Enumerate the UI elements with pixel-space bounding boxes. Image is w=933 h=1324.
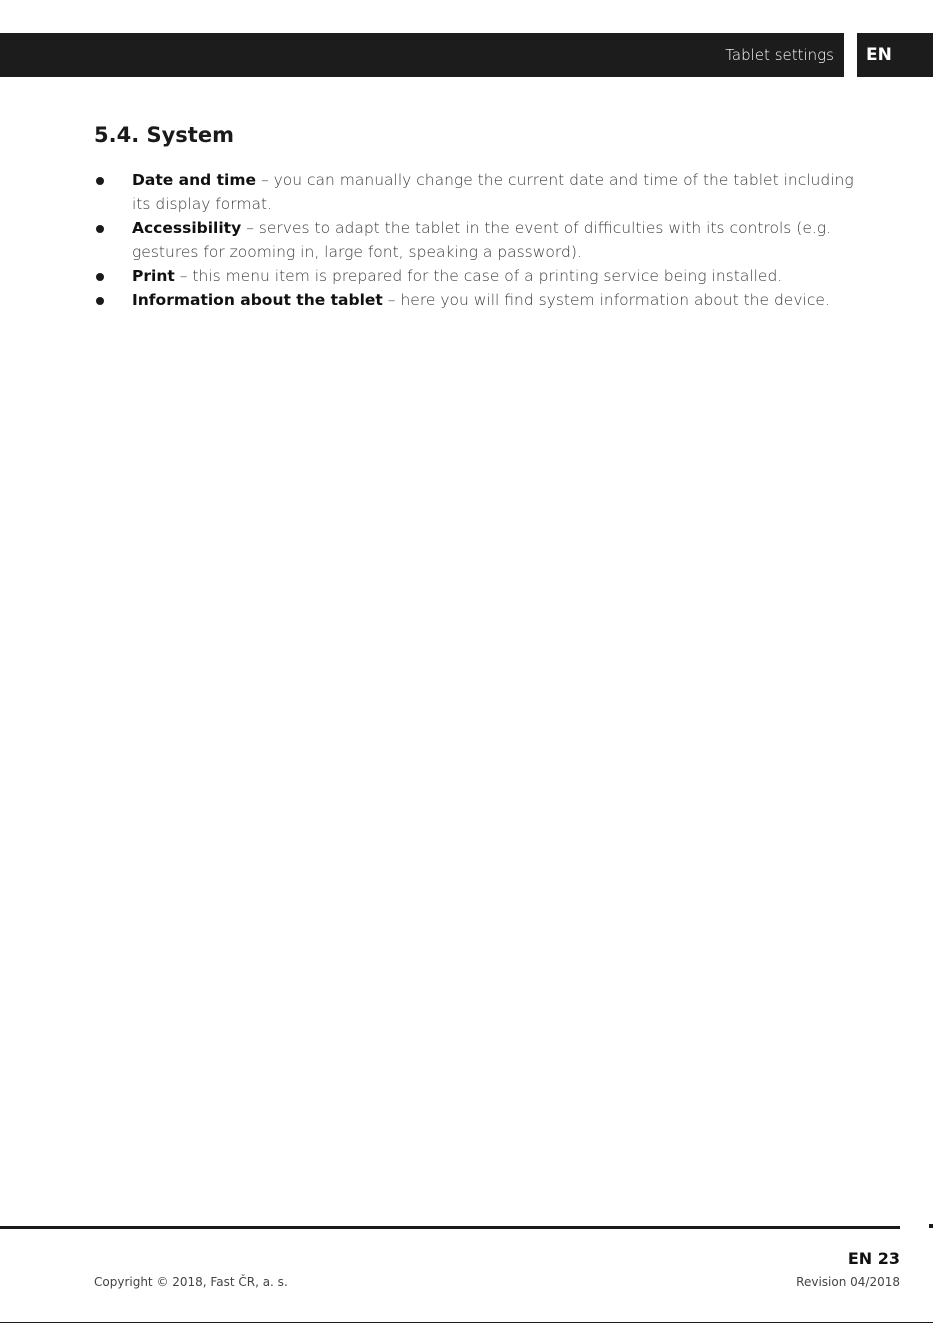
bullet-icon	[96, 273, 104, 281]
footer-tick-mark	[929, 1224, 933, 1228]
list-item-information-about-tablet	[94, 288, 854, 312]
item-term: Date and time	[132, 171, 257, 189]
item-text: – serves to adapt the tablet in the event of difficulties with its controls (e.g. gestures for zooming in, large font, speaking a password).	[132, 219, 832, 261]
bottom-divider	[0, 1322, 933, 1323]
language-label: EN	[866, 45, 892, 65]
item-term: Accessibility	[132, 219, 242, 237]
list-item-accessibility	[94, 216, 854, 264]
header-section-title: Tablet settings	[725, 46, 834, 64]
section-title: 5.4. System	[94, 123, 234, 147]
bullet-icon	[96, 225, 104, 233]
header-bar	[0, 33, 844, 77]
item-text: – this menu item is prepared for the case of a printing service being installed.	[174, 267, 783, 285]
item-term: Information about the tablet	[132, 291, 383, 309]
item-term: Print	[132, 267, 175, 285]
list-item-date-and-time	[94, 168, 854, 216]
system-items-list	[94, 168, 854, 312]
language-badge	[857, 33, 933, 77]
item-text: – you can manually change the current date and time of the tablet including its display format.	[132, 171, 854, 213]
page-number: EN 23	[847, 1249, 900, 1268]
list-item-print	[94, 264, 854, 288]
revision-label: Revision 04/2018	[796, 1275, 900, 1289]
bullet-icon	[96, 297, 104, 305]
footer-divider	[0, 1226, 900, 1229]
item-text: – here you will find system information about the device.	[382, 291, 830, 309]
bullet-icon	[96, 177, 104, 185]
copyright-notice: Copyright © 2018, Fast ČR, a. s.	[94, 1275, 288, 1289]
